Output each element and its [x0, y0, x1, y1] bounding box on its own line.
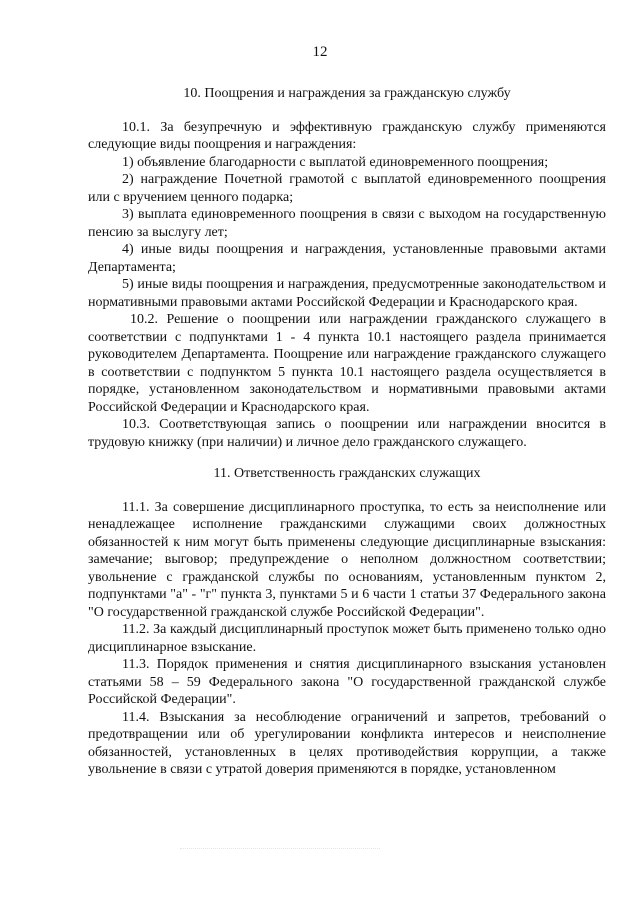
scan-artifact	[180, 848, 380, 855]
paragraph-10-3: 10.3. Соответствующая запись о поощрении или награждении вносится в трудовую книжку (при наличии) и личное дело гражданского служащего.	[88, 417, 606, 450]
paragraph-11-4: 11.4. Взыскания за несоблюдение ограничений и запретов, требований о предотвращении или об урегулировании конфликта интересов и неисполнение обязанностей, установленных в целях противодействия коррупции, а также увольнение в связи с утратой доверия применяются в порядке, установленном	[88, 709, 606, 777]
section-11-heading: 11. Ответственность гражданских служащих	[213, 466, 481, 481]
list-item-10-1-5: 5) иные виды поощрения и награждения, предусмотренные законодательством и нормативными правовыми актами Российской Федерации и Краснодарского края.	[88, 277, 606, 310]
document-body	[88, 85, 606, 779]
list-item-10-1-1: 1) объявление благодарности с выплатой единовременного поощрения;	[122, 154, 549, 170]
section-10-heading: 10. Поощрения и награждения за гражданскую службу	[183, 86, 511, 101]
paragraph-11-3: 11.3. Порядок применения и снятия дисциплинарного взыскания установлен статьями 58 – 59 Федерального закона "О государственной гражданской службе Российской Федерации".	[88, 657, 606, 707]
list-item-10-1-4: 4) иные виды поощрения и награждения, установленные правовыми актами Департамента;	[88, 242, 606, 275]
paragraph-11-2: 11.2. За каждый дисциплинарный проступок может быть применено только одно дисциплинарное взыскание.	[88, 622, 606, 655]
paragraph-10-1: 10.1. За безупречную и эффективную гражданскую службу применяются следующие виды поощрения и награждения:	[88, 119, 606, 152]
paragraph-11-1: 11.1. За совершение дисциплинарного проступка, то есть за неисполнение или ненадлежащее исполнение гражданскими служащими своих должностных обязанностей к ним могут быть применены следующие дисциплинарные взыскания: замечание; выговор; предупреждение о неполном должностном соответствии; увольнение с гражданской службы по основаниям, установленным пунктом 2, подпунктами "а" - "г" пункта 3, пунктами 5 и 6 части 1 статьи 37 Федерального закона "О государственной гражданской службе Российской Федерации".	[88, 499, 606, 620]
page-number: 12	[312, 44, 328, 60]
list-item-10-1-3: 3) выплата единовременного поощрения в связи с выходом на государственную пенсию за выслугу лет;	[88, 207, 606, 240]
list-item-10-1-2: 2) награждение Почетной грамотой с выплатой единовременного поощрения или с вручением ценного подарка;	[88, 172, 606, 205]
paragraph-10-2: 10.2. Решение о поощрении или награждении гражданского служащего в соответствии с подпунктами 1 - 4 пункта 10.1 настоящего раздела принимается руководителем Департамента. Поощрение или награждение гражданского служащего в соответствии с подпунктом 5 пункта 10.1 настоящего раздела осуществляется в порядке, установленном законодательством и нормативными правовыми актами Российской Федерации и Краснодарского края.	[88, 312, 606, 415]
